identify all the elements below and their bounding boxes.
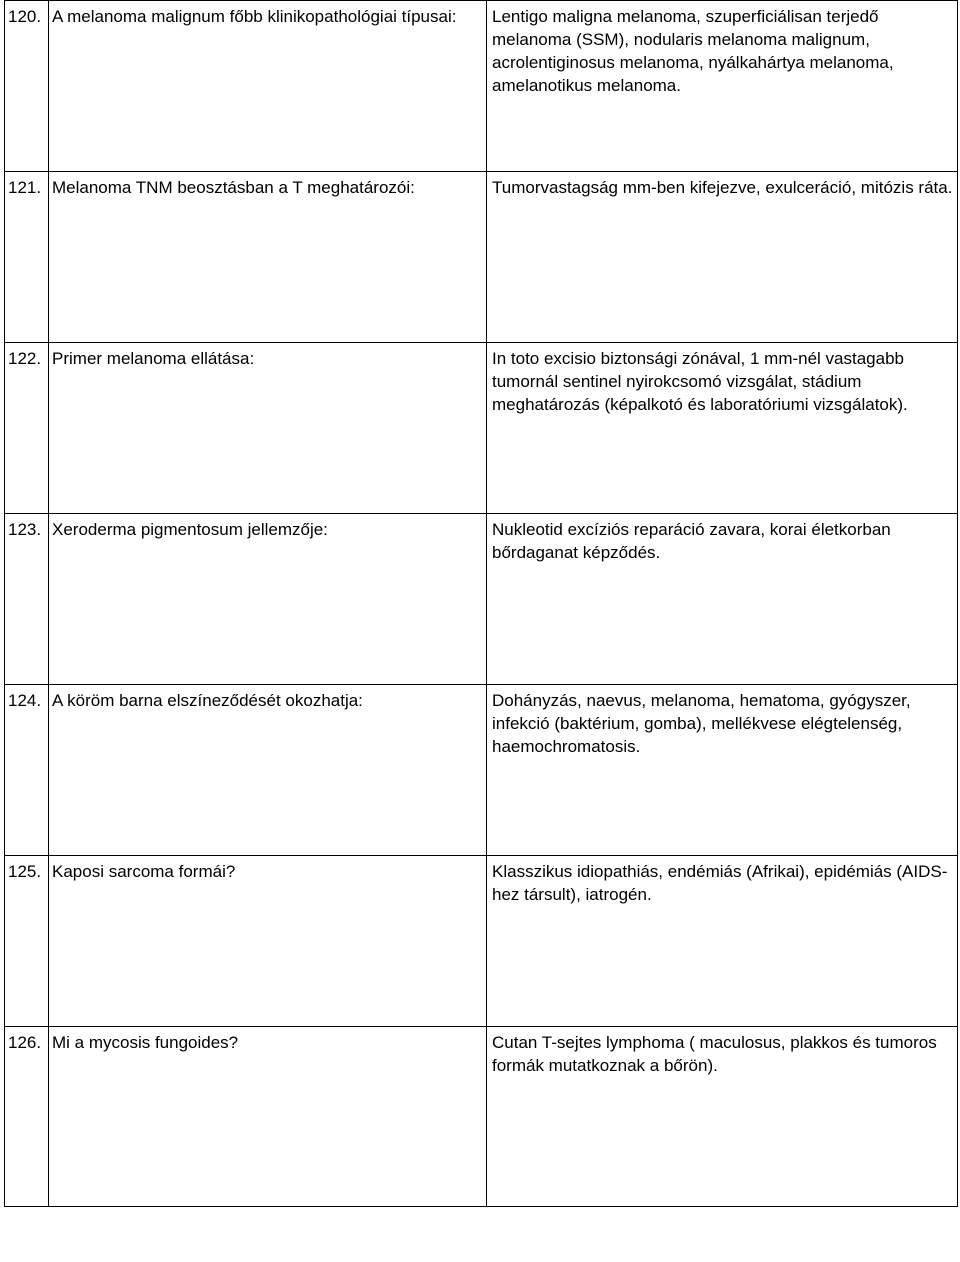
question-text: Xeroderma pigmentosum jellemzője: (49, 514, 487, 685)
answer-text: Dohányzás, naevus, melanoma, hematoma, gyógyszer, infekció (baktérium, gomba), mellékvese elégtelenség, haemochromatosis. (487, 685, 958, 856)
question-text: Primer melanoma ellátása: (49, 343, 487, 514)
answer-text: Tumorvastagság mm-ben kifejezve, exulceráció, mitózis ráta. (487, 172, 958, 343)
table-row (5, 1027, 958, 1207)
answer-text: In toto excisio biztonsági zónával, 1 mm-nél vastagabb tumornál sentinel nyirokcsomó vizsgálat, stádium meghatározás (képalkotó és laboratóriumi vizsgálatok). (487, 343, 958, 514)
question-text: A melanoma malignum főbb klinikopathológiai típusai: (49, 1, 487, 172)
table-row (5, 1, 958, 172)
question-number: 124. (5, 685, 49, 856)
answer-text: Cutan T-sejtes lymphoma ( maculosus, plakkos és tumoros formák mutatkoznak a bőrön). (487, 1027, 958, 1207)
table-row (5, 514, 958, 685)
question-text: Kaposi sarcoma formái? (49, 856, 487, 1027)
answer-text: Lentigo maligna melanoma, szuperficiálisan terjedő melanoma (SSM), nodularis melanoma malignum, acrolentiginosus melanoma, nyálkahártya melanoma, amelanotikus melanoma. (487, 1, 958, 172)
question-number: 126. (5, 1027, 49, 1207)
answer-text: Klasszikus idiopathiás, endémiás (Afrikai), epidémiás (AIDS-hez társult), iatrogén. (487, 856, 958, 1027)
question-text: Mi a mycosis fungoides? (49, 1027, 487, 1207)
answer-text: Nukleotid excíziós reparáció zavara, korai életkorban bőrdaganat képződés. (487, 514, 958, 685)
table-row (5, 685, 958, 856)
question-number: 121. (5, 172, 49, 343)
question-text: Melanoma TNM beosztásban a T meghatározói: (49, 172, 487, 343)
table-row (5, 343, 958, 514)
question-text: A köröm barna elszíneződését okozhatja: (49, 685, 487, 856)
question-number: 122. (5, 343, 49, 514)
question-number: 123. (5, 514, 49, 685)
question-number: 120. (5, 1, 49, 172)
table-row (5, 172, 958, 343)
question-number: 125. (5, 856, 49, 1027)
table-row (5, 856, 958, 1027)
qa-table (4, 0, 958, 1207)
